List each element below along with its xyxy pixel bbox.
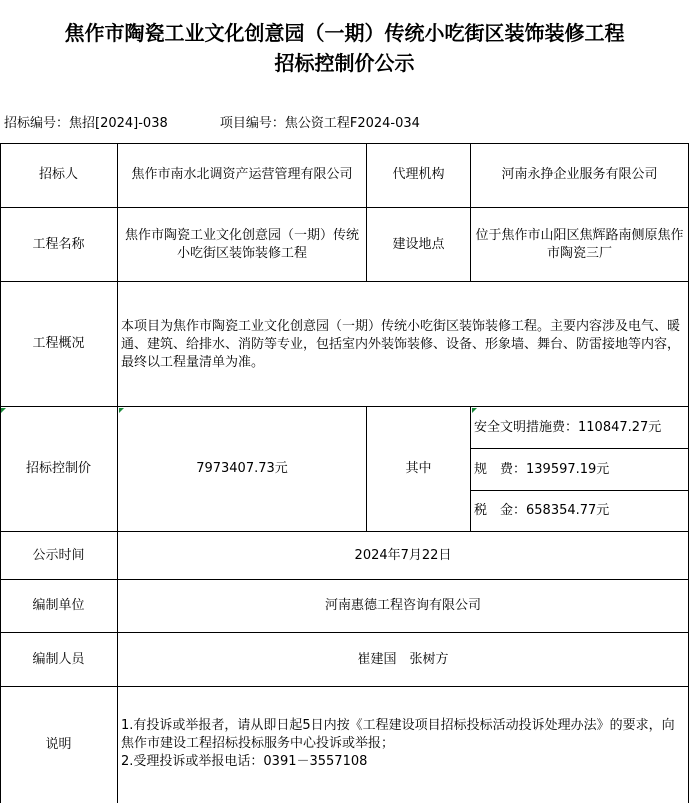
staff-value: 崔建国 张树方 bbox=[118, 633, 689, 687]
bidder-label: 招标人 bbox=[0, 143, 118, 208]
project-name-value: 焦作市陶瓷工业文化创意园（一期）传统小吃街区装饰装修工程 bbox=[118, 208, 367, 282]
compiler-value: 河南惠德工程咨询有限公司 bbox=[118, 580, 689, 633]
overview-label: 工程概况 bbox=[0, 282, 118, 407]
site-value: 位于焦作市山阳区焦辉路南侧原焦作市陶瓷三厂 bbox=[471, 208, 689, 282]
note-value bbox=[118, 687, 689, 803]
title-line-1: 焦作市陶瓷工业文化创意园（一期）传统小吃街区装饰装修工程 bbox=[64, 21, 625, 45]
page-title bbox=[0, 18, 689, 78]
regulation-fee: 规 费：139597.19元 bbox=[471, 449, 689, 491]
staff-label: 编制人员 bbox=[0, 633, 118, 687]
note-line-1: 1.有投诉或举报者，请从即日起5日内按《工程建设项目招标投标活动投诉处理办法》的要求，向焦作市建设工程招标投标服务中心投诉或举报； bbox=[121, 718, 675, 751]
bidder-value: 焦作市南水北调资产运营管理有限公司 bbox=[118, 143, 367, 208]
safety-fee: 安全文明措施费：110847.27元 bbox=[471, 407, 689, 449]
meta-line bbox=[4, 112, 420, 131]
agency-value: 河南永挣企业服务有限公司 bbox=[471, 143, 689, 208]
tax: 税 金：658354.77元 bbox=[471, 491, 689, 532]
project-number: 项目编号：焦公资工程F2024-034 bbox=[219, 116, 420, 131]
compiler-label: 编制单位 bbox=[0, 580, 118, 633]
cell-marker bbox=[472, 408, 477, 413]
tender-number: 招标编号：焦招[2024]-038 bbox=[4, 116, 168, 131]
pub-time-value: 2024年7月22日 bbox=[118, 532, 689, 580]
cell-marker bbox=[1, 408, 6, 413]
among-label: 其中 bbox=[367, 407, 471, 532]
agency-label: 代理机构 bbox=[367, 143, 471, 208]
price-label: 招标控制价 bbox=[0, 407, 118, 532]
pub-time-label: 公示时间 bbox=[0, 532, 118, 580]
cell-marker bbox=[119, 408, 124, 413]
project-name-label: 工程名称 bbox=[0, 208, 118, 282]
overview-value: 本项目为焦作市陶瓷工业文化创意园（一期）传统小吃街区装饰装修工程。主要内容涉及电气、暖通、建筑、给排水、消防等专业，包括室内外装饰装修、设备、形象墙、舞台、防雷接地等内容，最终以工程量清单为准。 bbox=[118, 282, 689, 407]
title-line-2: 招标控制价公示 bbox=[274, 51, 415, 75]
price-value: 7973407.73元 bbox=[118, 407, 367, 532]
note-label: 说明 bbox=[0, 687, 118, 803]
note-line-2: 2.受理投诉或举报电话：0391－3557108 bbox=[121, 754, 368, 769]
site-label: 建设地点 bbox=[367, 208, 471, 282]
